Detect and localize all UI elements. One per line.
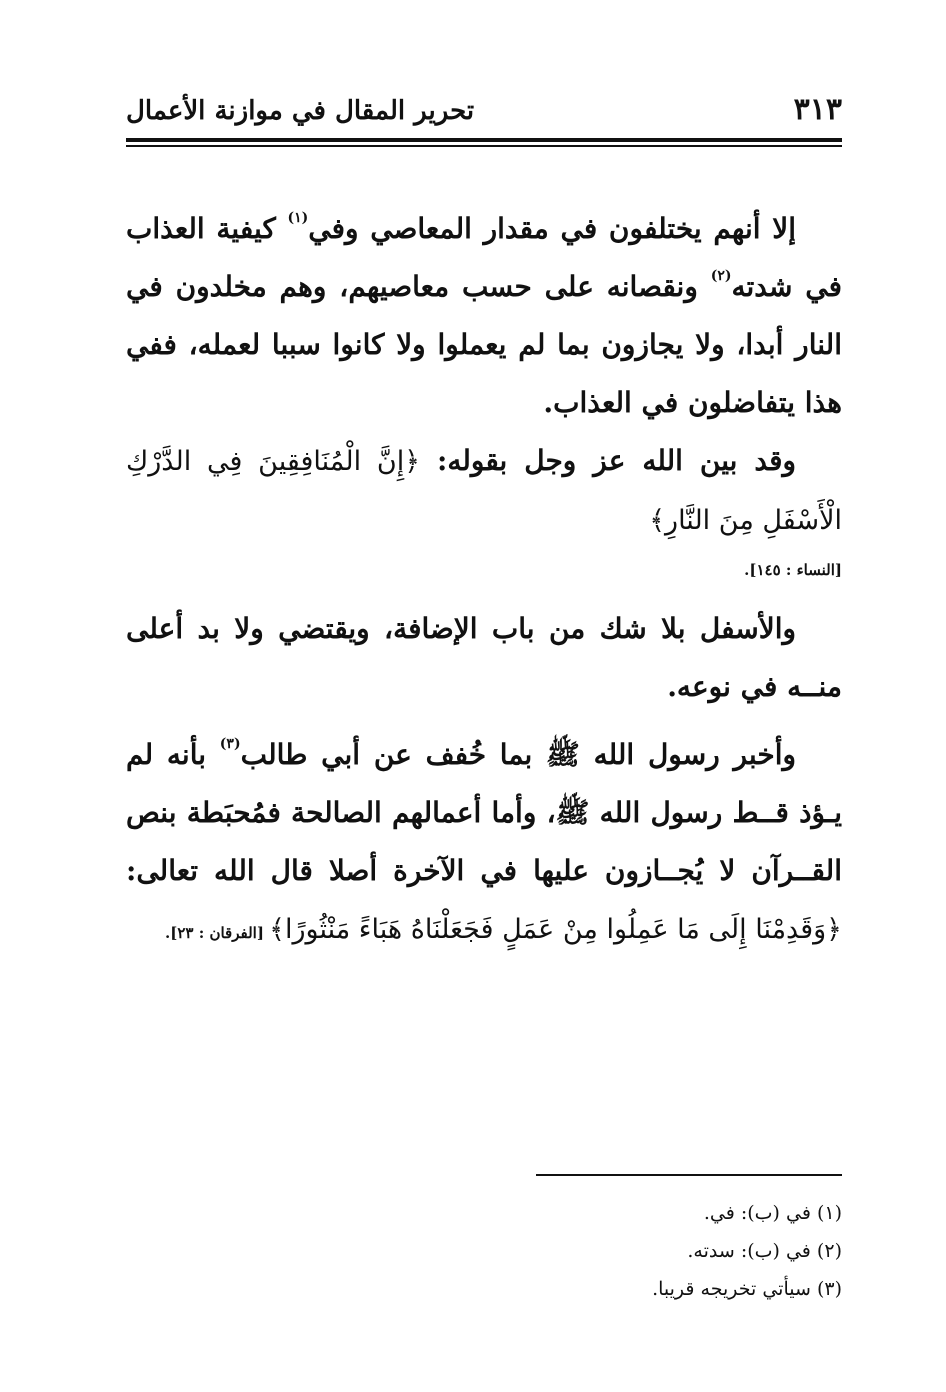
footnote-1: (١) في (ب): في. [703,1202,842,1224]
paragraph-1-part-2: كيفية العذاب في شدته [126,212,842,303]
footnote-2: (٢) في (ب): سدته. [687,1240,842,1262]
page-header [126,92,842,136]
paragraph-1 [126,200,842,432]
footnote-separator [536,1174,842,1176]
footnotes [460,1194,842,1308]
verse-reference-2: [الفرقان : ٢٣]. [165,924,270,942]
paragraph-4 [126,726,842,962]
page-number: ٣١٣ [793,92,842,127]
paragraph-2-lead: وقد بين الله عز وجل بقوله: [420,444,796,477]
paragraph-4-part-2: بأنه لم يـؤذ قــط رسول الله ﷺ، وأما أعمالهم الصالحة فمُحبَطة بنص القــرآن لا يُجــازون عليها في الآخرة أصلا قال الله تعالى: [126,738,842,887]
paragraph-4-part-1: وأخبر رسول الله ﷺ بما خُفف عن أبي طالب [240,738,796,771]
paragraph-3 [126,600,842,716]
running-title: تحرير المقال في موازنة الأعمال [126,96,475,126]
footnote-marker-2: (٢) [710,267,732,284]
header-rule-thin [126,145,842,147]
quran-verse-2: ﴿وَقَدِمْنَا إِلَى مَا عَمِلُوا مِنْ عَمَلٍ فَجَعَلْنَاهُ هَبَاءً مَنْثُورًا﴾ [269,914,842,945]
footnote-marker-3: (٣) [219,735,241,752]
paragraph-2 [126,432,842,590]
footnote-3: (٣) سيأتي تخريجه قريبا. [652,1278,842,1300]
header-rule-thick [126,138,842,142]
quran-verse-1: ﴿إِنَّ الْمُنَافِقِينَ فِي الدَّرْكِ الْأَسْفَلِ مِنَ النَّارِ﴾ [126,446,842,536]
verse-reference-1: [النساء : ١٤٥]. [744,561,842,579]
footnote-marker-1: (١) [287,209,309,226]
paragraph-1-part-1: إلا أنهم يختلفون في مقدار المعاصي وفي [308,212,796,245]
paragraph-3-text: والأسفل بلا شك من باب الإضافة، ويقتضي ولا بد أعلى منــه في نوعه. [126,612,842,703]
paragraph-1-part-3: ونقصانه على حسب معاصيهم، وهم مخلدون في النار أبدا، ولا يجازون بما لم يعملوا ولا كانوا سببا لعمله، ففي هذا يتفاضلون في العذاب. [126,270,842,419]
main-text [126,200,842,962]
